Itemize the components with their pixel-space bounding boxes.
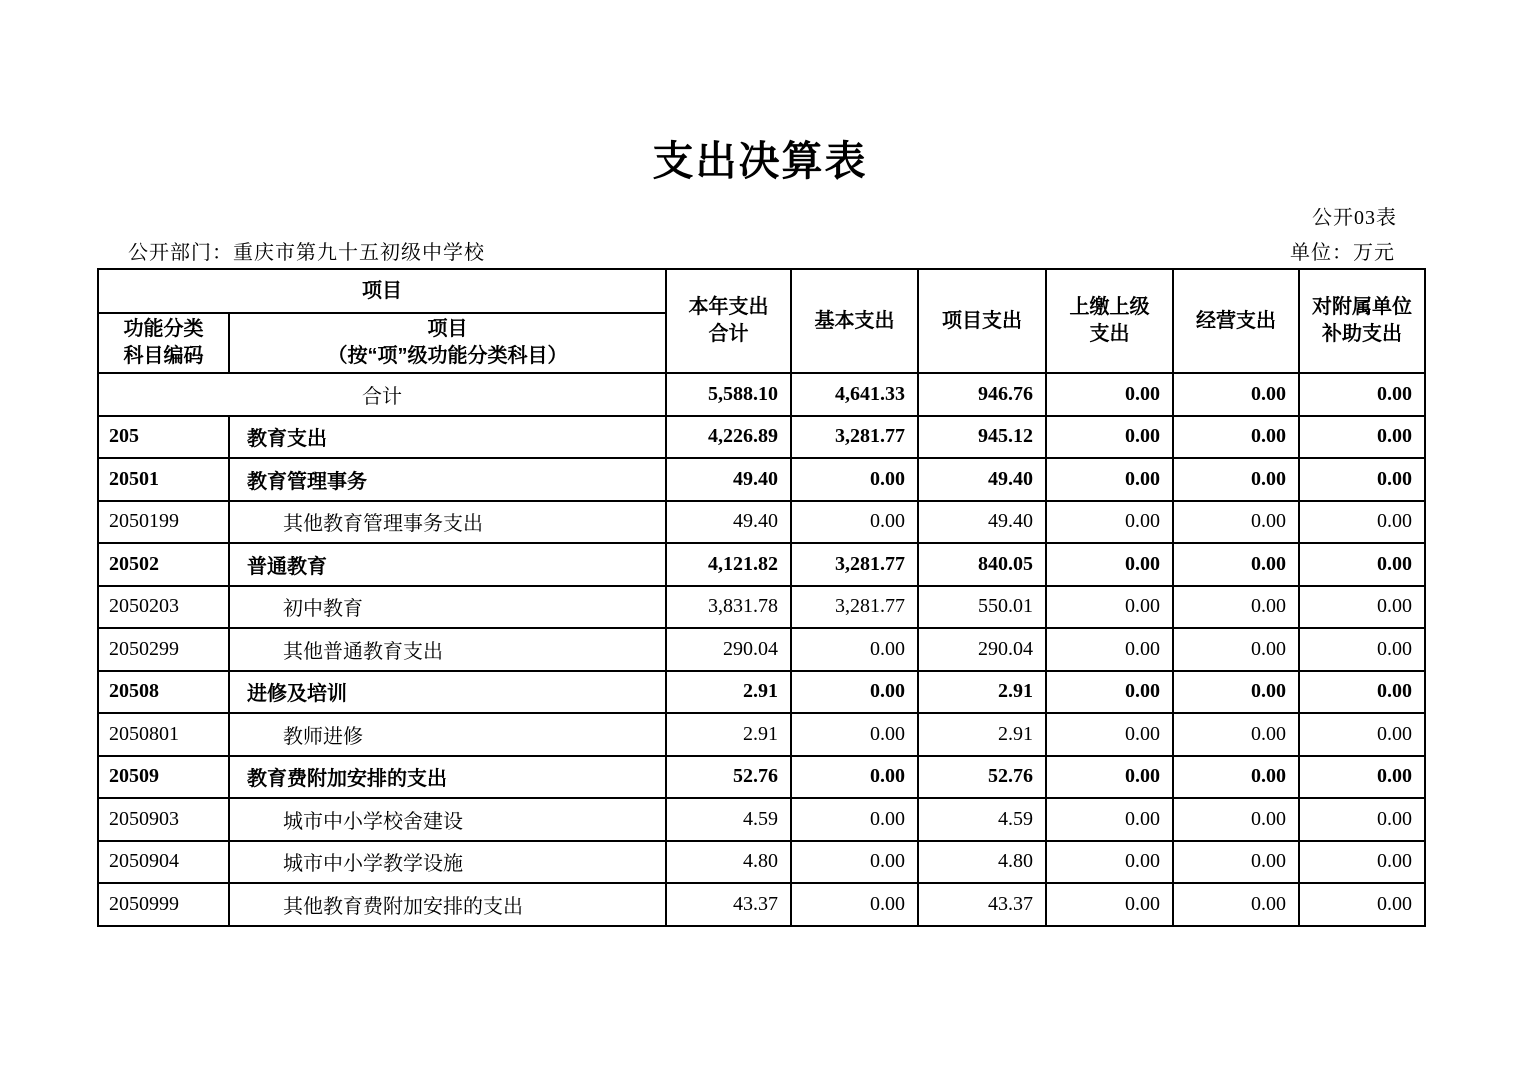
header-subsidy-line1: 对附属单位 [1312, 296, 1412, 318]
code-cell: 2050903 [98, 798, 229, 841]
value-cell: 0.00 [1173, 628, 1299, 671]
value-cell: 49.40 [666, 501, 791, 544]
value-cell: 0.00 [1299, 671, 1425, 714]
value-cell: 0.00 [1046, 543, 1173, 586]
table-body [98, 373, 1425, 926]
item-cell: 其他教育管理事务支出 [229, 501, 666, 544]
code-cell: 2050999 [98, 883, 229, 926]
value-cell: 0.00 [1046, 501, 1173, 544]
header-total-line2: 合计 [708, 323, 749, 345]
value-cell: 4.80 [918, 841, 1046, 884]
table-code-label: 公开03表 [1312, 207, 1397, 229]
header-upper-col [1046, 269, 1173, 373]
item-cell: 其他普通教育支出 [229, 628, 666, 671]
value-cell: 4.59 [918, 798, 1046, 841]
value-cell: 0.00 [1046, 883, 1173, 926]
value-cell: 0.00 [1299, 713, 1425, 756]
value-cell: 0.00 [1046, 628, 1173, 671]
header-row-1 [98, 269, 1425, 313]
value-cell: 0.00 [1299, 543, 1425, 586]
value-cell: 0.00 [1046, 798, 1173, 841]
value-cell: 0.00 [1173, 841, 1299, 884]
value-cell: 0.00 [791, 798, 918, 841]
value-cell: 0.00 [1046, 373, 1173, 416]
header-item-col [229, 313, 666, 373]
value-cell: 3,281.77 [791, 586, 918, 629]
value-cell: 0.00 [1046, 713, 1173, 756]
value-cell: 2.91 [918, 671, 1046, 714]
table-row [98, 543, 1425, 586]
item-cell: 教育费附加安排的支出 [229, 756, 666, 799]
value-cell: 43.37 [918, 883, 1046, 926]
table-row [98, 713, 1425, 756]
code-cell: 20501 [98, 458, 229, 501]
value-cell: 3,281.77 [791, 543, 918, 586]
value-cell: 4,226.89 [666, 416, 791, 459]
value-cell: 0.00 [791, 501, 918, 544]
value-cell: 0.00 [1173, 713, 1299, 756]
value-cell: 0.00 [1173, 756, 1299, 799]
value-cell: 0.00 [1173, 671, 1299, 714]
header-upper-line2: 支出 [1089, 323, 1130, 345]
code-cell: 2050801 [98, 713, 229, 756]
value-cell: 0.00 [1046, 586, 1173, 629]
item-cell: 教育管理事务 [229, 458, 666, 501]
unit-label: 单位：万元 [1290, 242, 1395, 264]
value-cell: 0.00 [1173, 883, 1299, 926]
value-cell: 52.76 [918, 756, 1046, 799]
value-cell: 3,281.77 [791, 416, 918, 459]
value-cell: 0.00 [1299, 501, 1425, 544]
value-cell: 0.00 [1173, 416, 1299, 459]
value-cell: 0.00 [1173, 543, 1299, 586]
item-cell: 进修及培训 [229, 671, 666, 714]
value-cell: 49.40 [918, 458, 1046, 501]
header-operating-col: 经营支出 [1173, 269, 1299, 373]
value-cell: 3,831.78 [666, 586, 791, 629]
value-cell: 4.80 [666, 841, 791, 884]
table-row [98, 416, 1425, 459]
value-cell: 0.00 [1046, 756, 1173, 799]
value-cell: 49.40 [666, 458, 791, 501]
value-cell: 43.37 [666, 883, 791, 926]
code-cell: 2050203 [98, 586, 229, 629]
item-cell: 普通教育 [229, 543, 666, 586]
value-cell: 0.00 [1173, 586, 1299, 629]
table-row [98, 458, 1425, 501]
table-row [98, 756, 1425, 799]
total-label-cell: 合计 [98, 373, 666, 416]
value-cell: 0.00 [1046, 671, 1173, 714]
value-cell: 0.00 [1299, 373, 1425, 416]
value-cell: 0.00 [1299, 883, 1425, 926]
value-cell: 0.00 [791, 628, 918, 671]
value-cell: 0.00 [1173, 458, 1299, 501]
header-project-col: 项目支出 [918, 269, 1046, 373]
value-cell: 946.76 [918, 373, 1046, 416]
header-item-line2: （按“项”级功能分类科目） [327, 345, 568, 367]
header-total-col [666, 269, 791, 373]
value-cell: 0.00 [1299, 756, 1425, 799]
table-row [98, 628, 1425, 671]
code-cell: 2050299 [98, 628, 229, 671]
value-cell: 49.40 [918, 501, 1046, 544]
item-cell: 城市中小学教学设施 [229, 841, 666, 884]
table-row [98, 798, 1425, 841]
header-code-col [98, 313, 229, 373]
table-row [98, 883, 1425, 926]
header-code-line2: 科目编码 [123, 345, 204, 367]
code-cell: 20509 [98, 756, 229, 799]
header-upper-line1: 上缴上级 [1069, 296, 1150, 318]
item-cell: 教育支出 [229, 416, 666, 459]
value-cell: 945.12 [918, 416, 1046, 459]
table-row [98, 586, 1425, 629]
department-label: 公开部门：重庆市第九十五初级中学校 [128, 242, 485, 264]
value-cell: 290.04 [666, 628, 791, 671]
value-cell: 290.04 [918, 628, 1046, 671]
value-cell: 0.00 [1299, 416, 1425, 459]
value-cell: 0.00 [1046, 458, 1173, 501]
table-row [98, 841, 1425, 884]
value-cell: 0.00 [791, 841, 918, 884]
value-cell: 0.00 [1046, 841, 1173, 884]
value-cell: 4,641.33 [791, 373, 918, 416]
code-cell: 20508 [98, 671, 229, 714]
header-total-line1: 本年支出 [688, 296, 769, 318]
header-item-line1: 项目 [427, 318, 468, 340]
value-cell: 0.00 [1299, 458, 1425, 501]
item-cell: 教师进修 [229, 713, 666, 756]
value-cell: 0.00 [791, 756, 918, 799]
table-row [98, 501, 1425, 544]
value-cell: 52.76 [666, 756, 791, 799]
item-cell: 初中教育 [229, 586, 666, 629]
value-cell: 0.00 [1173, 798, 1299, 841]
header-subsidy-col [1299, 269, 1425, 373]
value-cell: 4.59 [666, 798, 791, 841]
value-cell: 0.00 [1299, 841, 1425, 884]
code-cell: 20502 [98, 543, 229, 586]
table-row [98, 373, 1425, 416]
header-code-line1: 功能分类 [123, 318, 204, 340]
value-cell: 5,588.10 [666, 373, 791, 416]
header-project-group: 项目 [98, 269, 666, 313]
header-basic-col: 基本支出 [791, 269, 918, 373]
header-subsidy-line2: 补助支出 [1322, 323, 1402, 345]
table-row [98, 671, 1425, 714]
expenditure-table [97, 268, 1426, 927]
value-cell: 0.00 [1299, 628, 1425, 671]
value-cell: 550.01 [918, 586, 1046, 629]
code-cell: 2050199 [98, 501, 229, 544]
value-cell: 0.00 [1173, 501, 1299, 544]
value-cell: 0.00 [791, 713, 918, 756]
value-cell: 840.05 [918, 543, 1046, 586]
value-cell: 0.00 [791, 671, 918, 714]
value-cell: 0.00 [1046, 416, 1173, 459]
value-cell: 2.91 [666, 713, 791, 756]
item-cell: 城市中小学校舍建设 [229, 798, 666, 841]
value-cell: 2.91 [918, 713, 1046, 756]
value-cell: 0.00 [1299, 586, 1425, 629]
item-cell: 其他教育费附加安排的支出 [229, 883, 666, 926]
page-title: 支出决算表 [652, 138, 868, 184]
value-cell: 0.00 [1173, 373, 1299, 416]
code-cell: 2050904 [98, 841, 229, 884]
value-cell: 4,121.82 [666, 543, 791, 586]
value-cell: 0.00 [791, 458, 918, 501]
value-cell: 0.00 [791, 883, 918, 926]
code-cell: 205 [98, 416, 229, 459]
value-cell: 2.91 [666, 671, 791, 714]
value-cell: 0.00 [1299, 798, 1425, 841]
